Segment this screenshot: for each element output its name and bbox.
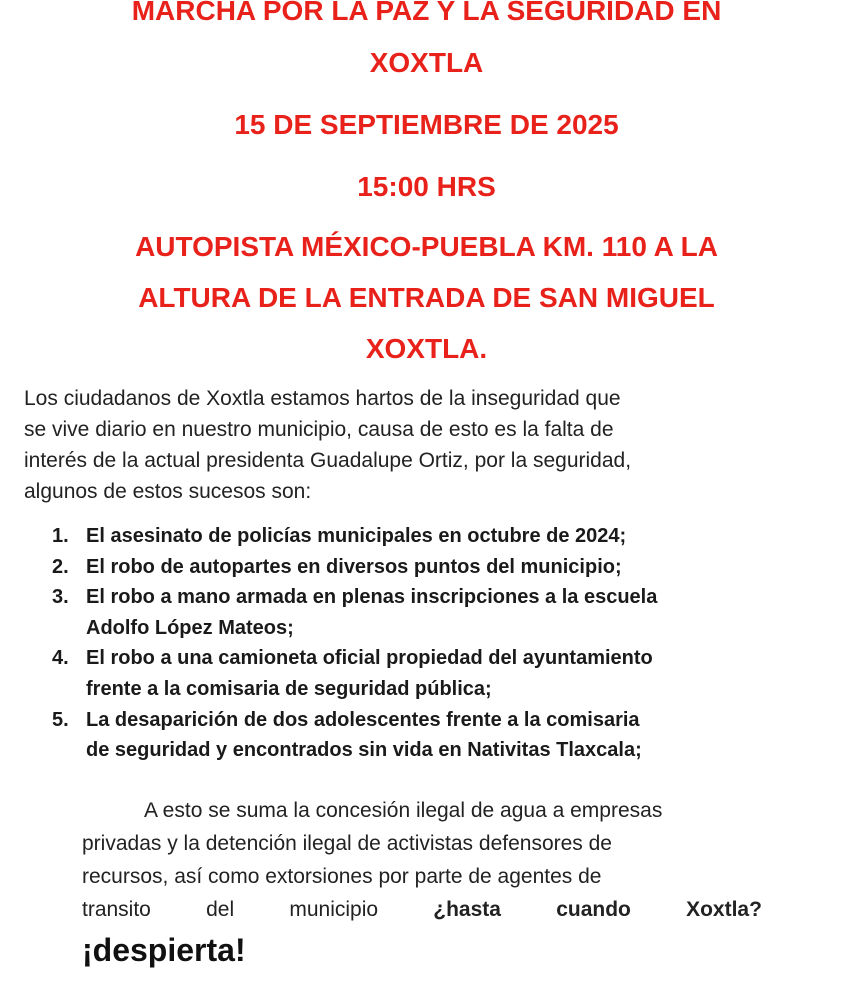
list-item-text: Adolfo López Mateos; bbox=[86, 616, 294, 639]
headline-date: 15 DE SEPTIEMBRE DE 2025 bbox=[234, 109, 619, 140]
list-item-text: La desaparición de dos adolescentes frente a la comisaria bbox=[86, 708, 640, 731]
headline-title-line-1: MARCHA POR LA PAZ Y LA SEGURIDAD EN bbox=[131, 0, 722, 26]
list-item-text: frente a la comisaria de seguridad pública; bbox=[86, 677, 492, 700]
headline-title-line-2: XOXTLA bbox=[369, 47, 484, 78]
headline-place-line-1: AUTOPISTA MÉXICO-PUEBLA KM. 110 A LA bbox=[135, 231, 718, 262]
list-item-number: 4. bbox=[52, 647, 69, 670]
closing-question-word: Xoxtla? bbox=[686, 898, 762, 921]
closing-line: recursos, así como extorsiones por parte de agentes de bbox=[82, 865, 602, 888]
intro-paragraph bbox=[24, 383, 764, 507]
intro-line: algunos de estos sucesos son: bbox=[24, 480, 312, 503]
closing-word: municipio bbox=[289, 898, 379, 921]
list-item-text: El robo a una camioneta oficial propiedad del ayuntamiento bbox=[86, 647, 653, 670]
closing-line: privadas y la detención ilegal de activistas defensores de bbox=[82, 832, 612, 855]
list-item bbox=[52, 643, 772, 704]
closing-paragraph bbox=[82, 794, 762, 926]
closing-question-word: ¿hasta bbox=[433, 898, 501, 921]
list-item bbox=[52, 521, 772, 552]
closing-word: transito bbox=[82, 898, 151, 921]
list-item-text: El robo a mano armada en plenas inscripciones a la escuela bbox=[86, 586, 658, 609]
list-item-text: de seguridad y encontrados sin vida en Nativitas Tlaxcala; bbox=[86, 739, 642, 762]
closing-question-word: cuando bbox=[556, 898, 631, 921]
intro-line: se vive diario en nuestro municipio, causa de esto es la falta de bbox=[24, 418, 614, 441]
list-item bbox=[52, 705, 772, 766]
list-item-number: 1. bbox=[52, 525, 69, 547]
list-item-text: El robo de autopartes en diversos puntos del municipio; bbox=[86, 555, 622, 578]
intro-line: interés de la actual presidenta Guadalupe Ortiz, por la seguridad, bbox=[24, 449, 632, 472]
headline-time: 15:00 HRS bbox=[357, 171, 496, 202]
events-list bbox=[52, 521, 772, 766]
list-item-number: 5. bbox=[52, 708, 69, 731]
list-item-number: 3. bbox=[52, 586, 69, 609]
list-item bbox=[52, 582, 772, 643]
list-item bbox=[52, 552, 772, 583]
closing-word: del bbox=[206, 898, 235, 921]
closing-line: A esto se suma la concesión ilegal de agua a empresas bbox=[144, 799, 663, 822]
list-item-text: El asesinato de policías municipales en octubre de 2024; bbox=[86, 525, 627, 547]
headline-place-line-2: ALTURA DE LA ENTRADA DE SAN MIGUEL bbox=[138, 282, 715, 313]
headline-place-line-3: XOXTLA. bbox=[365, 333, 488, 364]
call-to-action: ¡despierta! bbox=[82, 932, 246, 968]
intro-line: Los ciudadanos de Xoxtla estamos hartos de la inseguridad que bbox=[24, 387, 621, 410]
list-item-number: 2. bbox=[52, 555, 69, 578]
closing-line-justified bbox=[82, 893, 762, 926]
